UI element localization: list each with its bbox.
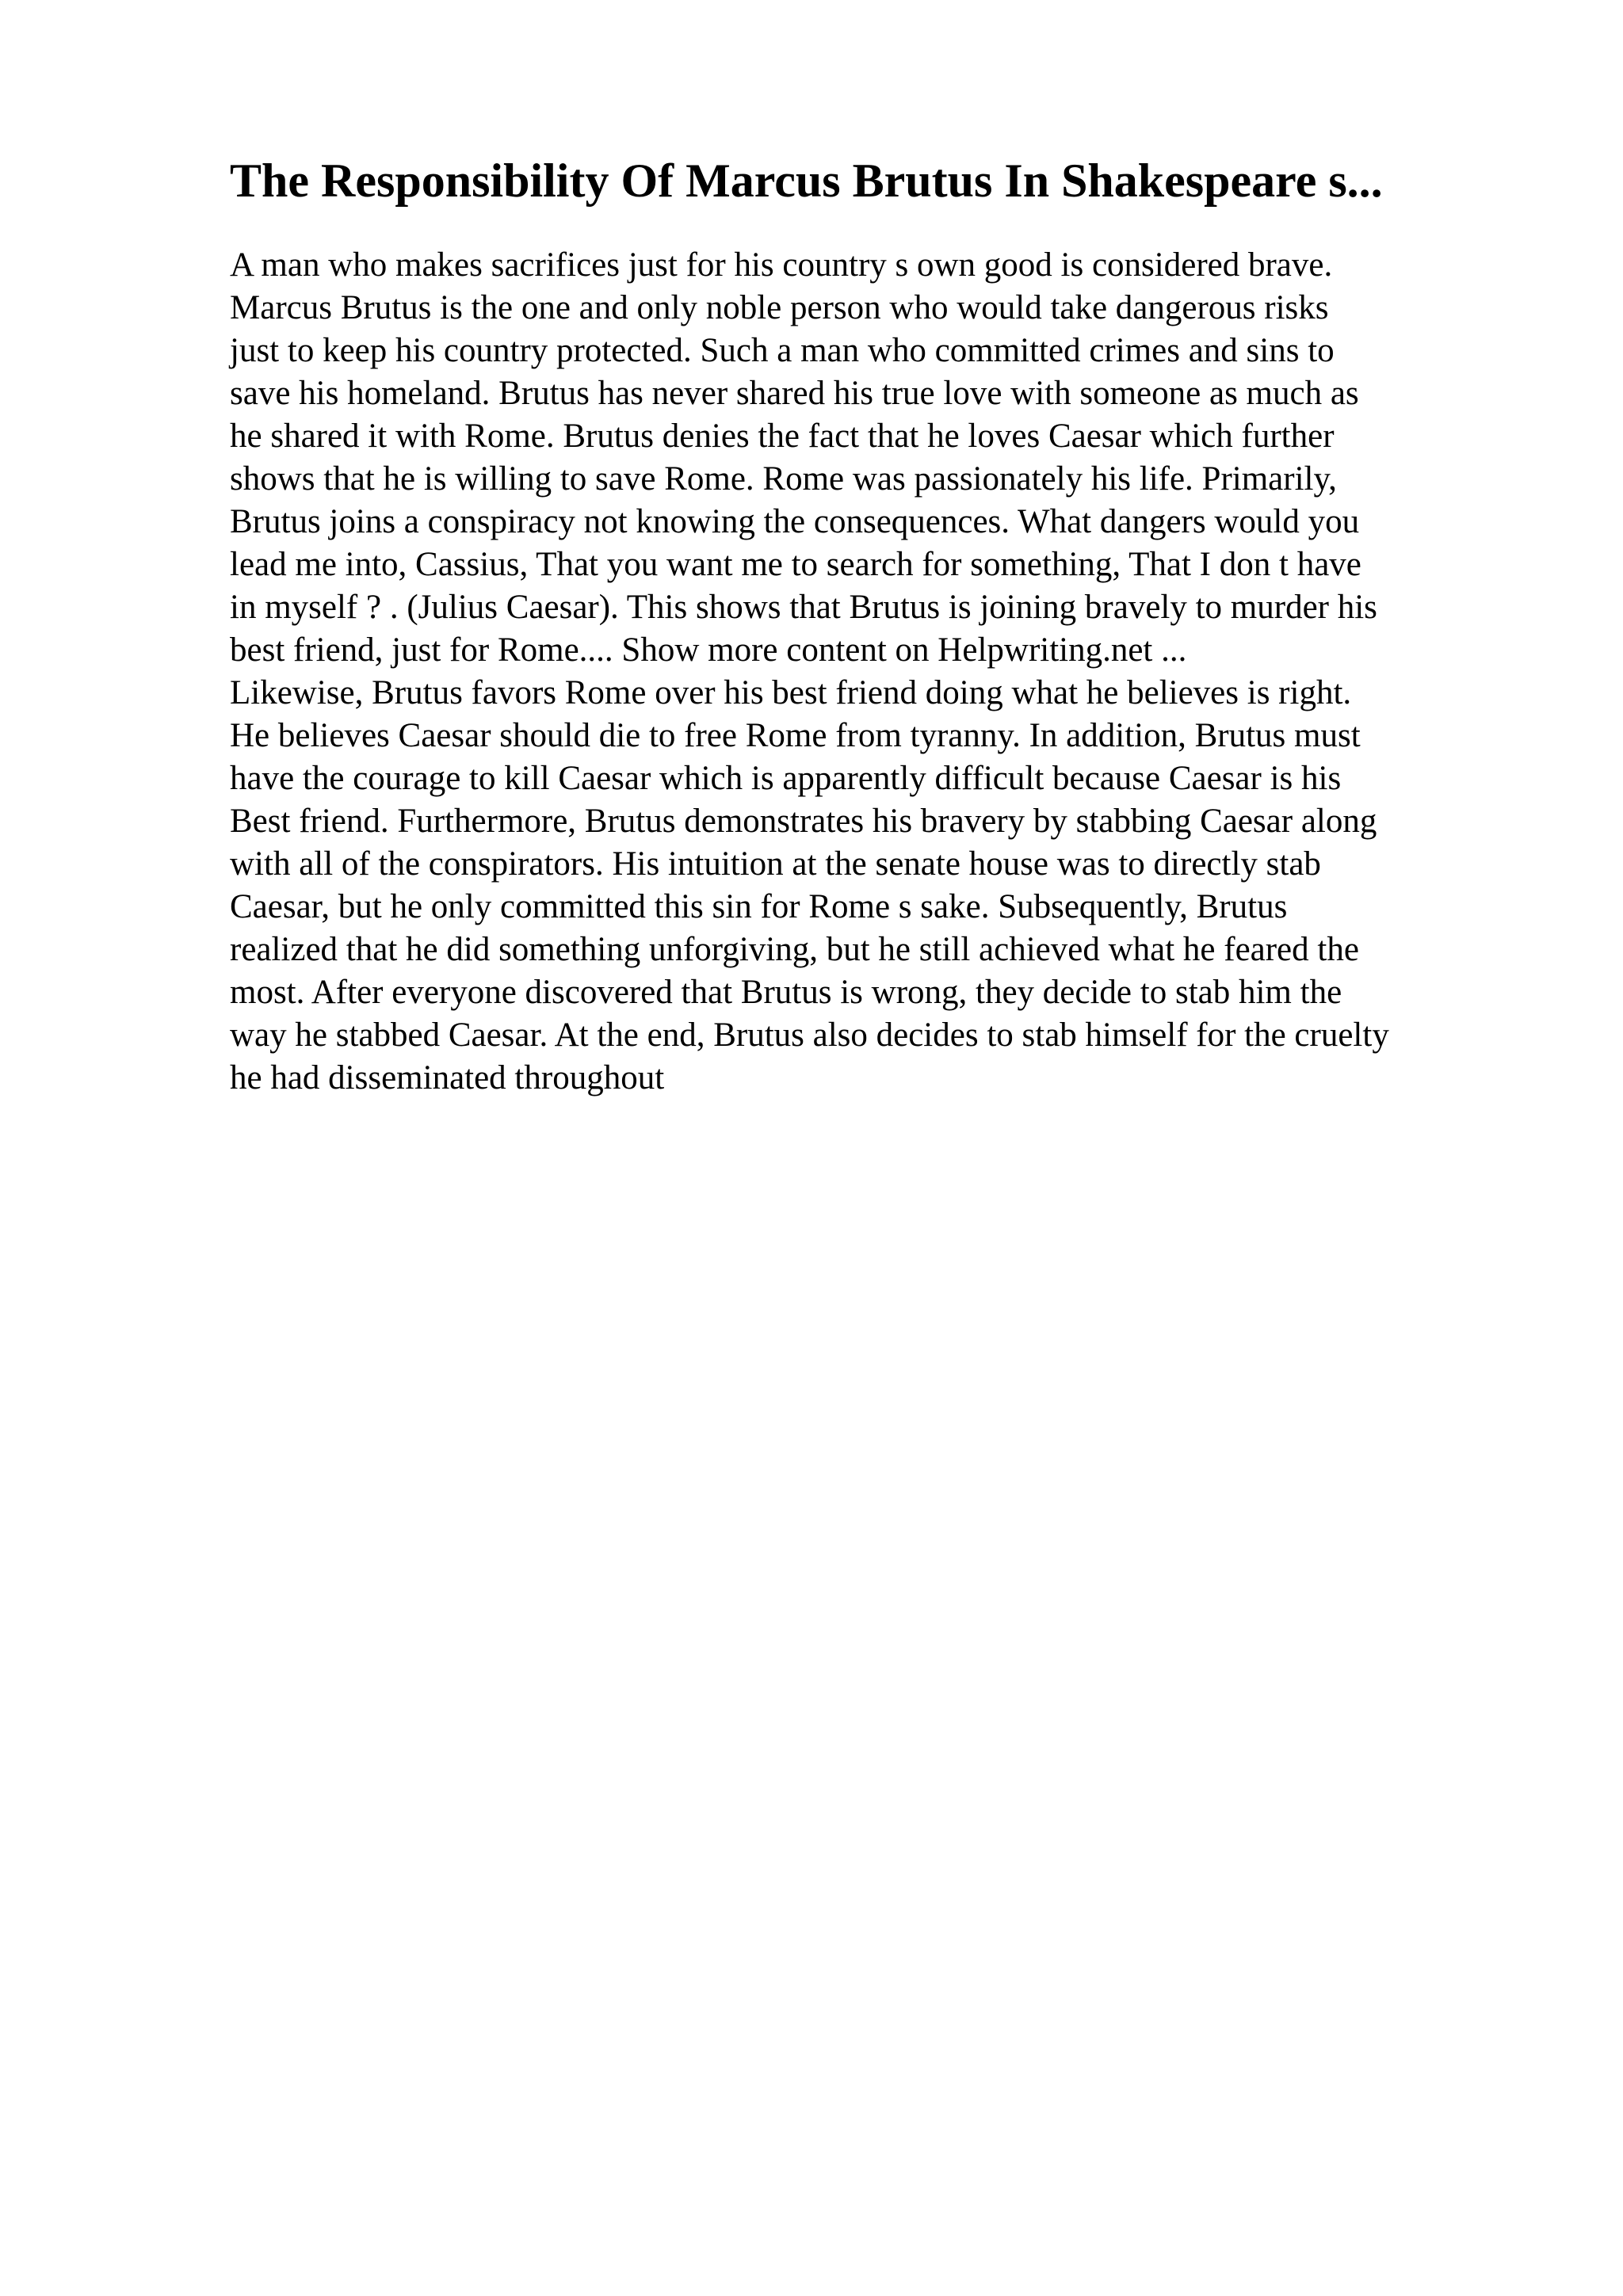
body-line: save his homeland. Brutus has never shared his true love with someone as much as [230,375,1359,412]
body-line: Marcus Brutus is the one and only noble person who would take dangerous risks [230,289,1329,326]
body-line: A man who makes sacrifices just for his country s own good is considered brave. [230,246,1333,284]
body-line: way he stabbed Caesar. At the end, Brutus also decides to stab himself for the cruelty [230,1016,1389,1054]
body-line: lead me into, Cassius, That you want me to search for something, That I don t have [230,546,1361,583]
body-line: best friend, just for Rome.... Show more content on Helpwriting.net ... [230,631,1187,669]
body-line: Brutus joins a conspiracy not knowing the consequences. What dangers would you [230,503,1360,540]
body-line: most. After everyone discovered that Brutus is wrong, they decide to stab him the [230,974,1342,1011]
body-line: shows that he is willing to save Rome. Rome was passionately his life. Primarily, [230,460,1337,498]
body-line: just to keep his country protected. Such a man who committed crimes and sins to [230,332,1335,369]
body-line: Caesar, but he only committed this sin for Rome s sake. Subsequently, Brutus [230,888,1288,925]
body-line: Best friend. Furthermore, Brutus demonstrates his bravery by stabbing Caesar along [230,803,1377,840]
document-body [230,244,1609,1100]
body-line: Likewise, Brutus favors Rome over his best friend doing what he believes is right. [230,674,1352,711]
document-title: The Responsibility Of Marcus Brutus In Shakespeare s... [230,154,1383,207]
body-line: realized that he did something unforgiving, but he still achieved what he feared the [230,931,1359,968]
body-line: in myself ? . (Julius Caesar). This shows that Brutus is joining bravely to murder his [230,589,1377,626]
body-line: with all of the conspirators. His intuition at the senate house was to directly stab [230,845,1321,883]
body-line: He believes Caesar should die to free Rome from tyranny. In addition, Brutus must [230,717,1361,754]
body-line: he shared it with Rome. Brutus denies the fact that he loves Caesar which further [230,418,1335,455]
body-line: he had disseminated throughout [230,1059,665,1097]
body-line: have the courage to kill Caesar which is apparently difficult because Caesar is his [230,760,1342,797]
